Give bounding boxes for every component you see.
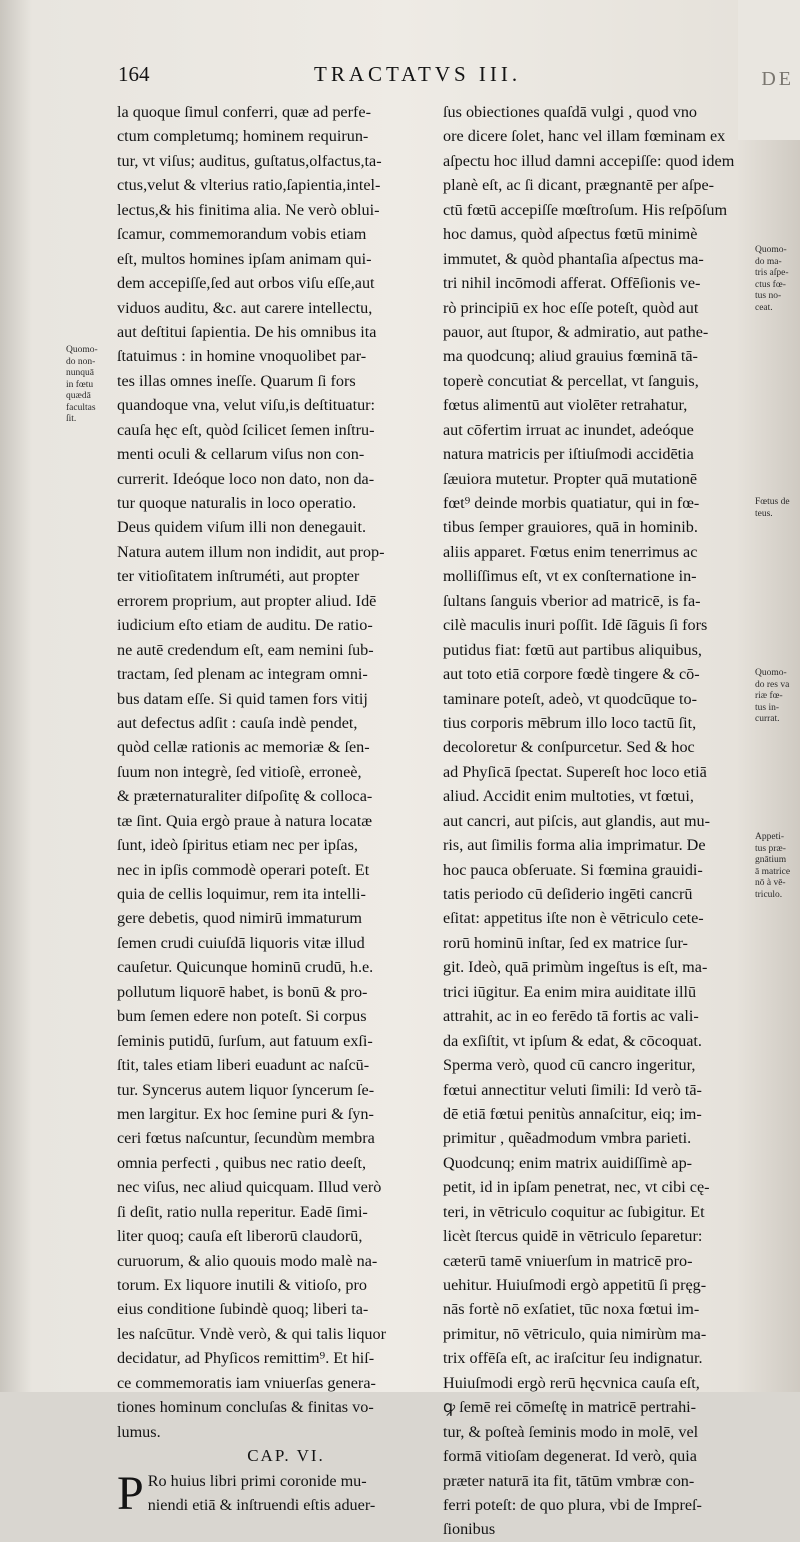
text-line: cilè maculis inuri poſſit. Idē ſāguis ſi fors	[443, 616, 708, 635]
text-line: aliis apparet. Fœtus enim tenerrimus ac	[443, 542, 698, 561]
text-line: aſpectu hoc illud damni accepiſſe: quod idem	[443, 151, 735, 170]
text-line: la quoque ſimul conferri, quæ ad perfe-	[117, 103, 371, 121]
text-line: ſultans ſanguis vberior ad matricē, is fa-	[443, 591, 701, 610]
text-line: ſunt, ideò ſpiritus etiam nec per ipſas,	[117, 836, 358, 855]
bleed-through-text: DE	[761, 68, 794, 90]
text-line: cæterū tamē vniuerſum in matricē pro-	[443, 1251, 693, 1270]
text-line: ſuum non integrè, ſed vitioſè, erroneè,	[117, 762, 362, 781]
page-header	[118, 62, 748, 92]
text-line: aut cōfertim irruat ac inundet, adeóque	[443, 420, 694, 439]
text-line: da exſiſtit, vt ipſum & edat, & cōcoquat.	[443, 1031, 702, 1050]
text-line: ne autē credendum eſt, eam nemini ſub-	[117, 640, 374, 659]
text-line: ma quodcunq; aliud grauius fœminā tā-	[443, 347, 698, 366]
text-line: ris, aut ſimilis forma alia imprimatur. De	[443, 836, 706, 855]
text-line: ſus obiectiones quaſdā vulgi , quod vno	[443, 103, 698, 121]
text-line: cauſetur. Quicunque hominū crudū, h.e.	[117, 958, 374, 977]
text-line: tiones hominum concluſas & finitas vo-	[117, 1398, 374, 1417]
text-line: torum. Ex liquore inutili & vitioſo, pro	[117, 1276, 367, 1294]
text-line: hoc pauca obſeruate. Si fœmina grauidi-	[443, 860, 703, 879]
text-line: Ro huius libri primi coronide mu-	[147, 1471, 367, 1490]
text-line: ter vitioſitatem inſtruméti, aut propter	[117, 567, 360, 586]
margin-note-right-2: Fœtus de teus.	[755, 497, 790, 519]
text-line: bus datam eſſe. Si quid tamen fors vitij	[117, 689, 368, 708]
text-line: ſemen crudi cuiuſdā liquoris vitæ illud	[117, 933, 365, 952]
margin-note-left: Quomo- do non- nunquā in fœtu quædā facultas ſit.	[66, 345, 98, 424]
text-line: tes illas omnes ineſſe. Quarum ſi fors	[117, 371, 356, 390]
text-line: uehitur. Huiuſmodi ergò appetitū ſi pręg-	[443, 1276, 707, 1294]
text-line: taminare poteſt, adeò, vt quodcūque to-	[443, 689, 697, 708]
text-line: iudicium eſto etiam de auditu. De ratio-	[117, 616, 373, 635]
text-line: ad Phyſicā ſpectat. Supereſt hoc loco etiā	[443, 762, 707, 781]
text-line: toperè concutiat & percellat, vt ſanguis,	[443, 371, 699, 390]
text-line: lumus.	[117, 1422, 161, 1441]
text-line: tur, vt viſus; auditus, guſtatus,olfactus,ta-	[117, 151, 382, 170]
text-line: attrahit, ac in eo ferēdo tā fortis ac vali-	[443, 1007, 699, 1026]
text-line: decoloretur & conſpurcetur. Sed & hoc	[443, 738, 695, 757]
text-line: Natura autem illum non indidit, aut prop-	[117, 542, 385, 561]
text-line: Quodcunq; enim matrix auidiſſimè ap-	[443, 1153, 693, 1172]
text-line: ctum completumq; hominem requirun-	[117, 127, 369, 146]
text-line: gere debetis, quod nimirū immaturum	[117, 909, 363, 928]
text-line: fœtui annectitur veluti ſimili: Id verò tā-	[443, 1080, 702, 1099]
text-line: pollutum liquorē habet, is bonū & pro-	[117, 982, 368, 1001]
text-line: menti oculi & cellarum viſus non con-	[117, 445, 365, 464]
text-line: decidatur, ad Phyſicos remittim⁹. Et hiſ-	[117, 1349, 375, 1368]
text-line: ceri fœtus naſcuntur, ſecundùm membra	[117, 1129, 375, 1148]
text-line: tur. Syncerus autem liquor ſyncerum ſe-	[117, 1080, 375, 1099]
text-line: molliſſimus eſt, vt ex conſternatione in-	[443, 567, 697, 586]
text-line: tri nihil incōmodi afferat. Offēſionis ve-	[443, 274, 701, 293]
text-line: Deus quidem viſum illi non denegauit.	[117, 518, 367, 537]
text-line: tatis periodo cū deſiderio ingēti cancrū	[443, 885, 693, 903]
text-line: ctū fœtū accepiſſe mœſtroſum. His reſpōſum	[443, 200, 728, 219]
text-line: tur quoque naturalis in loco operatio.	[117, 494, 357, 512]
text-line: fœtus alimentū aut violēter retrahatur,	[443, 396, 688, 415]
text-line: tius corporis mēbrum illo loco tactū ſit,	[443, 713, 697, 732]
text-line: currerit. Ideóque loco non dato, non da-	[117, 469, 375, 488]
text-line: nec viſus, nec aliud quicquam. Illud verò	[117, 1178, 382, 1197]
text-line: git. Ideò, quā primùm ingeſtus is eſt, ma-	[443, 958, 708, 977]
text-line: aut deſtitui ſapientia. De his omnibus ita	[117, 322, 377, 341]
text-line: nec in ipſis commodè operari poteſt. Et	[117, 860, 370, 879]
text-line: quandoque vna, velut viſu,is deſtituatur:	[117, 396, 376, 415]
text-line: dē etiā fœtui penitùs annaſcitur, eiq; im-	[443, 1104, 702, 1123]
text-line: primitur , quẽadmodum vmbra parieti.	[443, 1129, 692, 1148]
text-line: hoc damus, quòd aſpectus fœtū minimè	[443, 225, 698, 244]
text-line: planè eſt, ac ſi dicant, prægnantē per aſpe-	[443, 176, 715, 195]
text-line: Huiuſmodi ergò rerū hęcvnica cauſa eſt,	[443, 1373, 700, 1392]
text-line: ce commemoratis iam vniuerſas genera-	[117, 1373, 376, 1392]
text-line: & præternaturaliter diſpoſitę & colloca-	[117, 787, 373, 806]
text-line: lectus,& his finitima alia. Ne verò oblui-	[117, 200, 380, 219]
text-line: ctus,velut & vlterius ratio,ſapientia,intel-	[117, 176, 381, 195]
text-line: niendi etiā & inſtruendi eſtis aduer-	[147, 1495, 376, 1514]
text-line: tractam, ſed plenam ac integram omni-	[117, 665, 368, 684]
text-line: aut cancri, aut piſcis, aut glandis, aut mu-	[443, 811, 711, 830]
text-line: pauor, aut ſtupor, & admiratio, aut pathe-	[443, 322, 709, 341]
text-line: natura matricis per iſtiuſmodi accidētia	[443, 445, 694, 464]
text-line: ſcamur, commemorandum vobis etiam	[117, 225, 367, 244]
text-line: curuorum, & alio quouis modo malè na-	[117, 1251, 378, 1270]
margin-note-right-1: Quomo- do ma- tris aſpe- ctus fœ- tus no- ceat.	[755, 245, 789, 313]
text-line: ferri poteſt: de quo plura, vbi de Impreſ-	[443, 1495, 702, 1514]
drop-cap: P	[117, 1466, 144, 1520]
text-line: formā vitioſam degenerat. Id verò, quia	[443, 1447, 697, 1466]
text-line: eſt, multos homines ipſam animam qui-	[117, 249, 372, 268]
text-line: cauſa hęc eſt, quòd ſcilicet ſemen inſtru-	[117, 420, 375, 439]
chapter-heading: CAP. VI.	[247, 1446, 325, 1466]
text-line: errorem proprium, aut propter aliud. Idē	[117, 591, 377, 610]
text-line: ore dicere ſolet, hanc vel illam fœminam ex	[443, 127, 726, 146]
page-number: 164	[118, 62, 150, 86]
text-line: fœt⁹ deinde morbis quatiatur, qui in fœ-	[443, 494, 700, 512]
text-line: dem accepiſſe,ſed aut orbos viſu eſſe,aut	[117, 274, 375, 293]
text-line: omnia perfecti , quibus nec ratio deeſt,	[117, 1153, 367, 1172]
text-line: aut defectus adſit : cauſa indè pendet,	[117, 713, 358, 732]
text-line: quòd cellæ rationis ac memoriæ & ſen-	[117, 738, 370, 757]
text-line: men largitur. Ex hoc ſemine puri & ſyn-	[117, 1104, 374, 1123]
text-line: licèt ſtercus quidē in vētriculo ſeparetur:	[443, 1227, 703, 1246]
text-line: petit, id in ipſam penetrat, nec, vt cibi cę-	[443, 1178, 710, 1197]
text-line: rò principiū ex hoc eſſe poteſt, quòd aut	[443, 298, 699, 317]
text-line: immutet, & quòd phantaſia aſpectus ma-	[443, 249, 704, 268]
text-line: tibus ſemper grauiores, quā in hominib.	[443, 518, 698, 537]
text-line: Sperma verò, quod cū cancro ingeritur,	[443, 1056, 696, 1075]
text-line: præter naturā ita fit, tātūm vmbræ con-	[443, 1471, 695, 1490]
text-line: eius conditione ſubindè quoq; liberi ta-	[117, 1300, 369, 1319]
running-title: TRACTATVS III.	[314, 62, 522, 86]
text-line: ſeminis putidū, ſurſum, aut fatuum exſi-	[117, 1031, 373, 1050]
text-line: primitur, nō vētriculo, quia nimirùm ma-	[443, 1324, 707, 1343]
text-line: aliud. Accidit enim multoties, vt fœtui,	[443, 787, 694, 806]
margin-note-right-4: Appeti- tus præ- gnātium ā matrice nō à vē- triculo.	[755, 832, 791, 900]
text-line: ſtatuimus : in homine vnoquolibet par-	[117, 347, 367, 366]
text-line: bum ſemen edere non poteſt. Si corpus	[117, 1007, 367, 1026]
text-line: ſæuiora mutetur. Propter quā mutationē	[443, 469, 698, 488]
text-line: aut toto etiā corpore fœdè tingere & cō-	[443, 665, 700, 684]
margin-note-right-3: Quomo- do res va riæ fœ- tus in- currat.	[755, 668, 790, 724]
text-line: viduos auditu, &c. aut carere intellectu,	[117, 298, 373, 317]
text-line: trix offēſa eſt, ac iraſcitur ſeu indignatur.	[443, 1349, 703, 1368]
text-line: tur, & poſteà ſeminis modo in molē, vel	[443, 1422, 699, 1441]
text-line: les naſcūtur. Vndè verò, & qui talis liquor	[117, 1324, 386, 1343]
text-line: tæ ſint. Quia ergò praue à natura locatæ	[117, 811, 373, 830]
text-line: teri, in vētriculo coquitur ac ſubigitur. Et	[443, 1202, 705, 1221]
right-text-column	[443, 100, 749, 1542]
text-line: rorū hominū inſtar, ſed ex matrice ſur-	[443, 933, 688, 952]
text-line: ſi deſit, ratio nulla reperitur. Eadē ſimi-	[117, 1202, 368, 1221]
text-line: trici iūgitur. Ea enim mira auiditate illū	[443, 982, 697, 1001]
text-line: eſitat: appetitus iſte non è vētriculo cete-	[443, 909, 704, 928]
text-line: ſtit, tales etiam liberi euadunt ac naſcū-	[117, 1056, 370, 1075]
text-line: liter quoq; cauſa eſt liberorū claudorū,	[117, 1227, 363, 1246]
text-line: nās fortè nō exſatiet, tūc noxa fœtui im-	[443, 1300, 700, 1319]
text-line: ꝙ ſemē rei cōmeſtę in matricē pertrahi-	[443, 1398, 697, 1417]
text-line: putidus fiat: fœtū aut partibus aliquibus,	[443, 640, 702, 659]
text-line: quia de cellis loquimur, rem ita intelli-	[117, 885, 366, 903]
left-text-column	[117, 100, 435, 1519]
text-line: ſionibus	[443, 1520, 496, 1539]
